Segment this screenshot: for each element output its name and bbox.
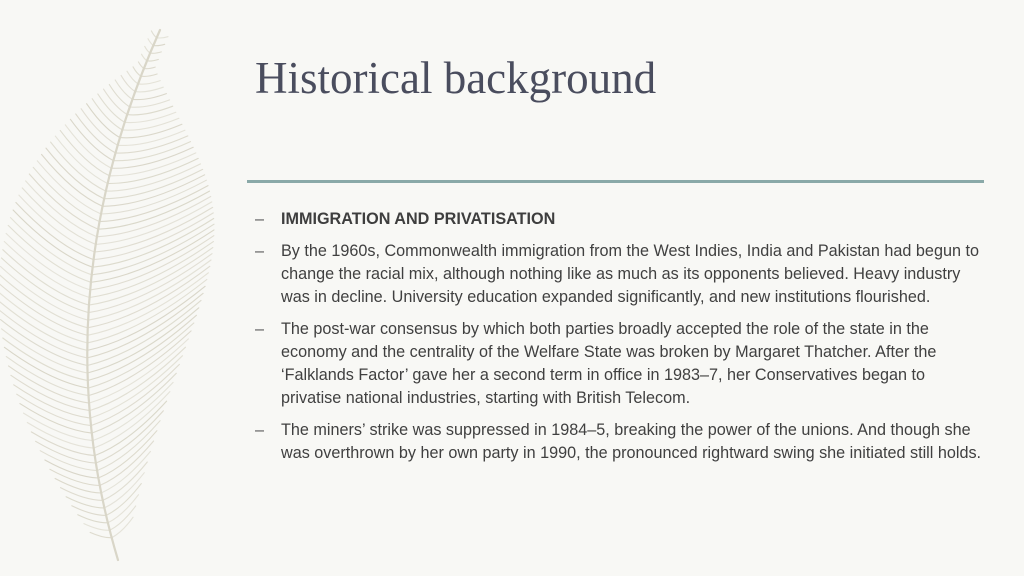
bullet-text: The miners’ strike was suppressed in 1984–5, breaking the power of the unions. And though she was overthrown by her own party in 1990, the pronounced rightward swing she initiated still holds. <box>281 421 982 462</box>
section-heading: IMMIGRATION AND PRIVATISATION <box>281 210 556 228</box>
bullet-dash: – <box>255 210 265 228</box>
list-item <box>255 240 985 309</box>
list-item-heading <box>255 208 985 231</box>
list-item <box>255 318 985 410</box>
bullet-dash: – <box>255 320 265 338</box>
bullet-dash: – <box>255 242 265 260</box>
title-divider <box>247 180 984 183</box>
bullet-text: By the 1960s, Commonwealth immigration from the West Indies, India and Pakistan had begun to change the racial mix, although nothing like as much as its opponents believed. Heavy industry was in decline. University education expanded significantly, and new institutions flourished. <box>281 242 979 306</box>
bullet-text: The post-war consensus by which both parties broadly accepted the role of the state in the economy and the centrality of the Welfare State was broken by Margaret Thatcher. After the ‘Falklands Factor’ gave her a second term in office in 1983–7, her Conservatives began to privatise national industries, starting with British Telecom. <box>281 320 937 407</box>
bullet-list <box>255 208 985 474</box>
slide-title: Historical background <box>255 53 657 103</box>
list-item <box>255 419 985 465</box>
bullet-dash: – <box>255 421 265 439</box>
